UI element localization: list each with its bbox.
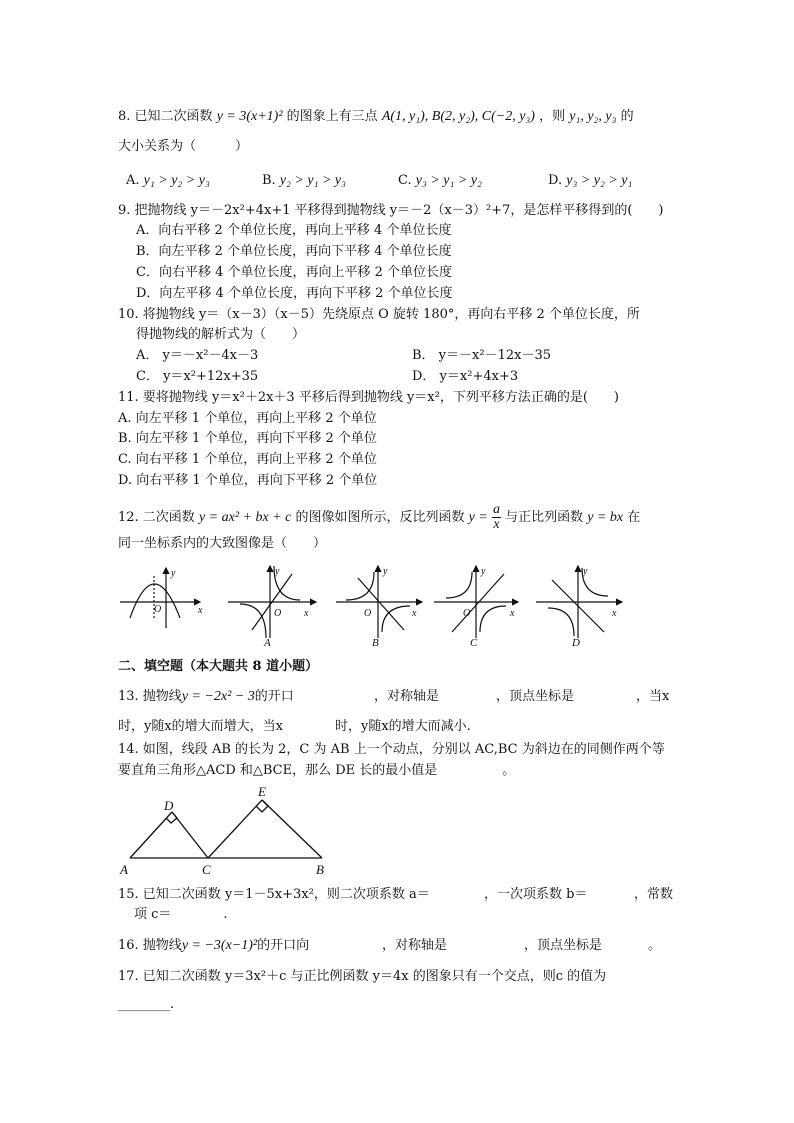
q12-graph-c [434,566,518,649]
q8-function: y = 3(x+1)² [216,109,283,124]
q15-stem-line2: 项 c＝ . [134,907,228,922]
q13-text: 13. 抛物线 [118,689,182,704]
q12-given-parabola-graph [120,568,203,628]
choice-label-d: D [572,637,580,649]
q12-text: 的图像如图所示，反比列函数 [295,510,465,525]
q17-answer-blank[interactable]: ________. [118,997,175,1012]
q16-text: 16. 抛物线 [118,938,182,953]
q8-text: ，则 [539,109,566,124]
q14-figure [118,782,338,878]
q16-end-mark: 。 [648,938,662,953]
origin-label: O [274,608,282,619]
q12-text: 与正比列函数 [505,510,584,525]
q12-linear: y = bx [587,510,624,525]
q11-option-d[interactable]: D. 向右平移 1 个单位，再向下平移 2 个单位 [118,473,378,488]
section-title: 二、填空题（本大题共 8 道小题） [118,659,319,674]
q11-stem: 11. 要将抛物线 y＝x²＋2x＋3 平移后得到抛物线 y＝x²，下列平移方法正确的是( ) [118,390,619,405]
q13-stem-line2: 时，y随x的增大而增大，当x 时，y随x的增大而减小. [118,719,471,734]
axis-label-x: x [510,608,515,619]
q8-stem-line1 [118,108,634,126]
axis-label-x: x [612,608,617,619]
choice-label-a: A [264,637,271,649]
q9-stem: 9. 把抛物线 y＝－2x²+4x+1 平移得到抛物线 y＝－2（x－3）²+7，是怎样平移得到的( ) [118,203,664,218]
q16-text: 的开口向 [257,938,310,953]
axis-label-x: x [412,608,417,619]
q8-option-b[interactable]: B. y₂ > y₁ > y₃ [262,173,346,188]
q16-vertex-label: ，顶点坐标是 [524,938,603,953]
point-label-e: E [258,784,266,799]
q9-option-a[interactable]: A．向右平移 2 个单位长度，再向上平移 4 个单位长度 [136,223,452,238]
q11-option-a[interactable]: A. 向左平移 1 个单位，再向上平移 2 个单位 [118,411,377,426]
q8-option-d[interactable]: D. y₃ > y₂ > y₁ [548,173,633,188]
q12-inverse-lhs: y = [468,510,488,525]
axis-label-y: y [171,568,176,579]
q12-graph-a [228,566,316,649]
origin-label: O [154,604,162,615]
q10-option-d[interactable]: D． y＝x²+4x+3 [412,369,519,384]
q12-fraction [492,503,501,532]
q12-quadratic: y = ax² + bx + c [198,510,292,525]
choice-label-b: B [372,637,379,649]
q14-stem-line2: 要直角三角形△ACD 和△BCE，那么 DE 长的最小值是 。 [118,763,516,778]
q9-option-c[interactable]: C．向右平移 4 个单位长度，再向上平移 2 个单位长度 [136,265,453,280]
axis-label-y: y [275,566,280,577]
q10-option-c[interactable]: C． y＝x²+12x+35 [136,369,259,384]
point-label-a: A [120,862,128,877]
q13-axis-blank-label: ，对称轴是 [374,689,440,704]
origin-label: O [463,608,471,619]
q10-option-a[interactable]: A． y＝－x²－4x－3 [136,348,259,363]
q12-text: 在 [627,510,641,525]
q13-stem-line1 [118,688,294,706]
q12-stem-line1 [118,503,640,533]
q8-text: 的 [620,109,634,124]
q16-function: y = −3(x−1)² [181,938,258,953]
q16-stem-part1 [118,937,309,955]
q13-text: 的开口 [254,689,294,704]
axis-label-x: x [304,608,309,619]
q12-text: 12. 二次函数 [118,510,195,525]
point-label-d: D [164,798,174,813]
q12-stem-line2: 同一坐标系内的大致图像是（ ） [118,536,327,551]
q8-text: 8. 已知二次函数 [118,109,213,124]
q12-fraction-denominator: x [493,517,500,532]
q15-a-label: 15. 已知二次函数 y＝1－5x+3x²，则二次项系数 a＝ [118,887,430,902]
q13-function: y = −2x² − 3 [181,689,255,704]
point-label-c: C [202,862,211,877]
q10-stem-line1: 10. 将抛物线 y＝（x－3）（x－5）先绕原点 O 旋转 180°，再向右平移 2 个单位长度，所 [118,307,640,322]
q13-when-label: ，当x [636,689,670,704]
q16-axis-label: ，对称轴是 [382,938,448,953]
q8-option-a[interactable]: A. y₁ > y₂ > y₃ [126,173,210,188]
q12-graph-b [336,566,422,649]
q10-option-b[interactable]: B． y＝－x²－12x－35 [412,348,551,363]
origin-label: O [364,608,372,619]
q13-vertex-blank-label: ，顶点坐标是 [496,689,575,704]
q14-stem-line1: 14. 如图，线段 AB 的长为 2，C 为 AB 上一个动点，分别以 AC,BC 为斜边在的同侧作两个等 [118,742,665,757]
choice-label-c: C [470,637,478,649]
q11-option-b[interactable]: B. 向左平移 1 个单位，再向下平移 2 个单位 [118,431,377,446]
q8-points: A(1, y₁), B(2, y₂), C(−2, y₃) [381,109,535,124]
q8-option-c[interactable]: C. y₃ > y₁ > y₂ [398,173,482,188]
q12-graph-d [536,566,622,649]
axis-label-x: x [198,605,203,616]
axis-label-y: y [583,566,588,577]
q12-graphs [0,560,794,660]
axis-label-y: y [383,566,388,577]
q8-text: 的图象上有三点 [286,109,378,124]
q17-stem-line1: 17. 已知二次函数 y＝3x²＋c 与正比例函数 y＝4x 的图象只有一个交点，则c 的值为 [118,969,607,984]
q8-vars: y₁, y₂, y₃ [569,109,617,124]
q8-stem-line2: 大小关系为（ ） [118,139,249,154]
q12-fraction-numerator: a [492,502,500,517]
q15-b-label: ，一次项系数 b＝ [484,887,588,902]
q11-option-c[interactable]: C. 向右平移 1 个单位，再向上平移 2 个单位 [118,452,377,467]
q9-option-d[interactable]: D．向左平移 4 个单位长度，再向下平移 2 个单位长度 [136,286,453,301]
q10-stem-line2: 得抛物线的解析式为（ ） [136,327,306,342]
axis-label-y: y [481,566,486,577]
q9-option-b[interactable]: B．向左平移 2 个单位长度，再向下平移 4 个单位长度 [136,244,452,259]
point-label-b: B [316,862,324,877]
q15-c-label: ，常数 [634,887,674,902]
